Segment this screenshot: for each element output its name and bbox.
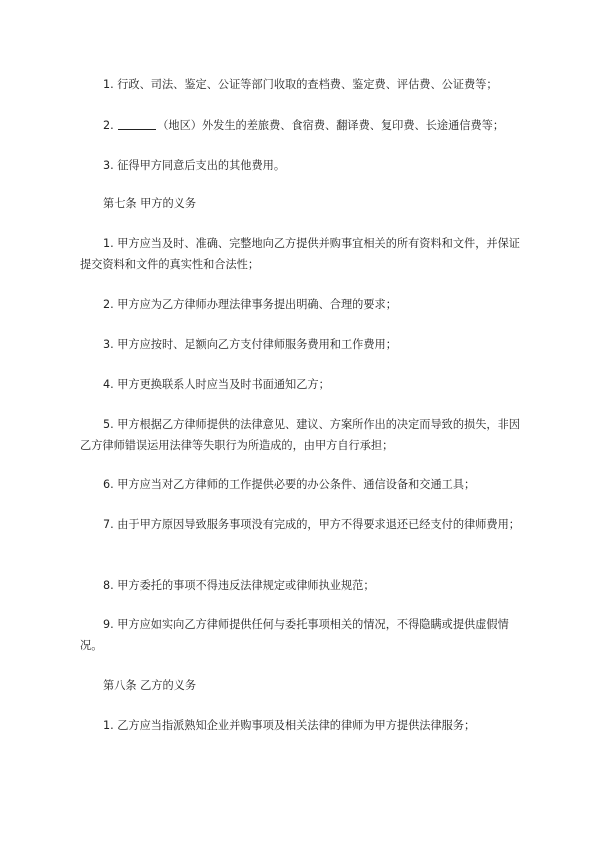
- party-b-duty-1: 1. 乙方应当指派熟知企业并购事项及相关法律的律师为甲方提供法律服务；: [103, 719, 476, 732]
- fill-in-blank[interactable]: [118, 118, 156, 130]
- article-8-heading: 第八条 乙方的义务: [103, 679, 197, 692]
- fee-item-3: 3. 征得甲方同意后支出的其他费用。: [103, 159, 286, 172]
- fee-item-2-suffix: （地区）外发生的差旅费、食宿费、翻译费、复印费、长途通信费等；: [157, 119, 505, 132]
- party-a-duty-5: 5. 甲方根据乙方律师提供的法律意见、建议、方案所作出的决定而导致的损失，非因乙方律师错误运用法律等失职行为所造成的，由甲方自行承担；: [80, 418, 520, 452]
- party-a-duty-2: 2. 甲方应为乙方律师办理法律事务提出明确、合理的要求；: [103, 298, 397, 311]
- party-a-duty-6: 6. 甲方应当对乙方律师的工作提供必要的办公条件、通信设备和交通工具；: [103, 478, 476, 491]
- party-a-duty-4: 4. 甲方更换联系人时应当及时书面通知乙方；: [103, 378, 330, 391]
- fee-item-2-prefix: 2.: [103, 119, 118, 132]
- party-a-duty-9: 9. 甲方应如实向乙方律师提供任何与委托事项相关的情况，不得隐瞒或提供虚假情况。: [80, 618, 509, 652]
- article-7-heading: 第七条 甲方的义务: [103, 197, 197, 210]
- party-a-duty-1: 1. 甲方应当及时、准确、完整地向乙方提供并购事宜相关的所有资料和文件，并保证提交资料和文件的真实性和合法性；: [80, 237, 520, 271]
- fee-item-2: [103, 115, 503, 136]
- party-a-duty-8: 8. 甲方委托的事项不得违反法律规定或律师执业规范；: [103, 579, 375, 592]
- party-a-duty-3: 3. 甲方应按时、足额向乙方支付律师服务费用和工作费用；: [103, 338, 397, 351]
- fee-item-1: 1. 行政、司法、鉴定、公证等部门收取的查档费、鉴定费、评估费、公证费等；: [103, 78, 498, 91]
- party-a-duty-7: 7. 由于甲方原因导致服务事项没有完成的，甲方不得要求退还已经支付的律师费用；: [103, 518, 520, 531]
